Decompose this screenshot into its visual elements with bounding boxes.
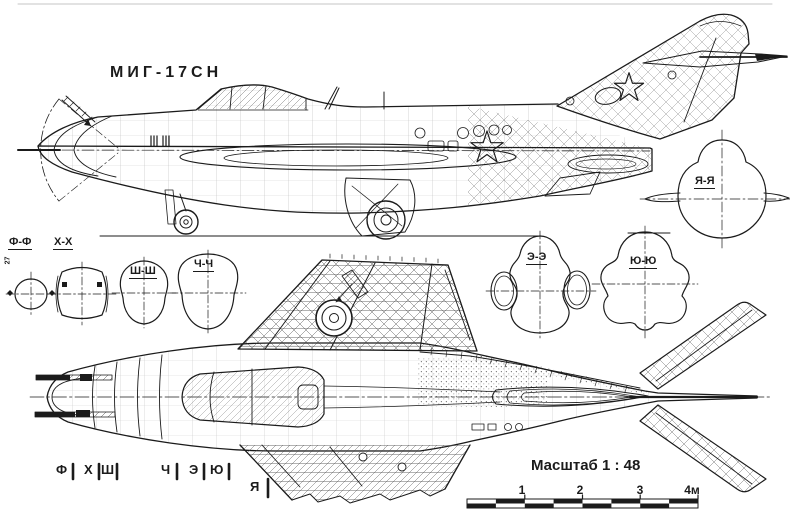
section-yaya-shape (640, 130, 790, 250)
section-ff-dimension: 27 (4, 256, 12, 265)
station-label-e: Э (189, 462, 199, 477)
scale-tick-4m: 4м (684, 483, 700, 497)
station-label-ch: Ч (161, 462, 171, 477)
section-label-shsh: Ш-Ш (130, 265, 156, 277)
section-label-yuyu: Ю-Ю (630, 255, 657, 267)
section-xx-shape (48, 262, 116, 325)
scale-tick-3: 3 (636, 483, 644, 497)
station-label-sh: Ш (101, 462, 115, 477)
section-label-chch: Ч-Ч (194, 258, 214, 270)
station-label-ya: Я (250, 479, 260, 494)
side-view-drawing (18, 8, 787, 239)
plan-view-drawing (30, 251, 770, 505)
section-label-xx: Х-Х (54, 236, 73, 248)
scale-caption: Масштаб 1 : 48 (531, 457, 641, 474)
plan-wing-starboard (238, 254, 478, 355)
station-label-yu: Ю (210, 462, 224, 477)
plan-wing-port (238, 443, 478, 505)
section-ee-shape (486, 231, 596, 338)
section-label-yaya: Я-Я (695, 175, 715, 187)
station-label-f: Ф (56, 462, 68, 477)
section-yuyu-shape (592, 226, 698, 338)
section-label-ee: Э-Э (527, 251, 547, 263)
scale-tick-2: 2 (576, 483, 584, 497)
section-label-ff: Ф-Ф (9, 236, 32, 248)
drawing-title: МИГ-17СН (110, 64, 223, 81)
scale-tick-1: 1 (518, 483, 526, 497)
station-label-x: Х (84, 462, 93, 477)
